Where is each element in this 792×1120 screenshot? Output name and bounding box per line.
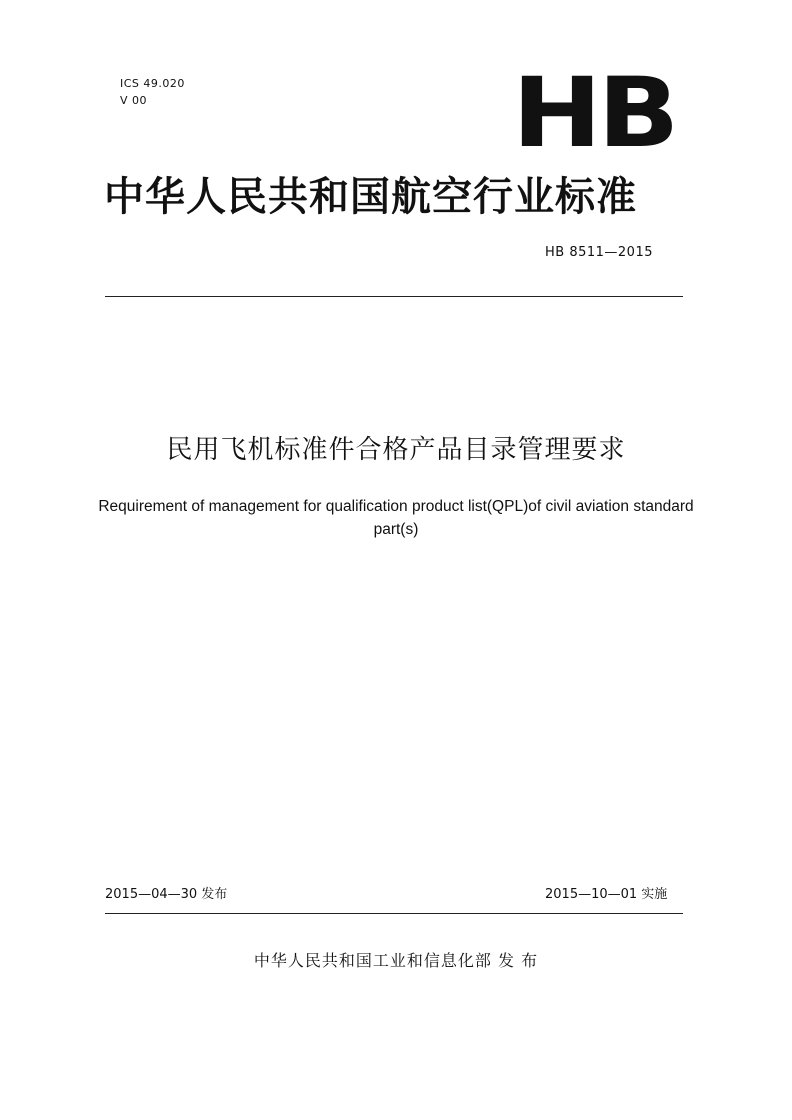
standard-code: HB 8511—2015 — [545, 245, 653, 260]
document-title-en: Requirement of management for qualification product list(QPL)of civil aviation standard part(s) — [98, 498, 694, 538]
category-code: V 00 — [120, 94, 148, 107]
document-title-cn: 民用飞机标准件合格产品目录管理要求 — [166, 435, 626, 465]
standard-title: 中华人民共和国航空行业标准 — [104, 174, 637, 220]
top-divider — [105, 296, 683, 297]
ics-code: ICS 49.020 — [120, 77, 185, 90]
implementation-date: 2015—10—01 实施 — [545, 887, 668, 902]
hb-logo: HB — [512, 57, 675, 169]
classification-codes — [120, 75, 185, 109]
issue-date: 2015—04—30 发布 — [105, 887, 228, 902]
publisher: 中华人民共和国工业和信息化部 发 布 — [253, 951, 539, 970]
bottom-divider — [105, 913, 683, 914]
